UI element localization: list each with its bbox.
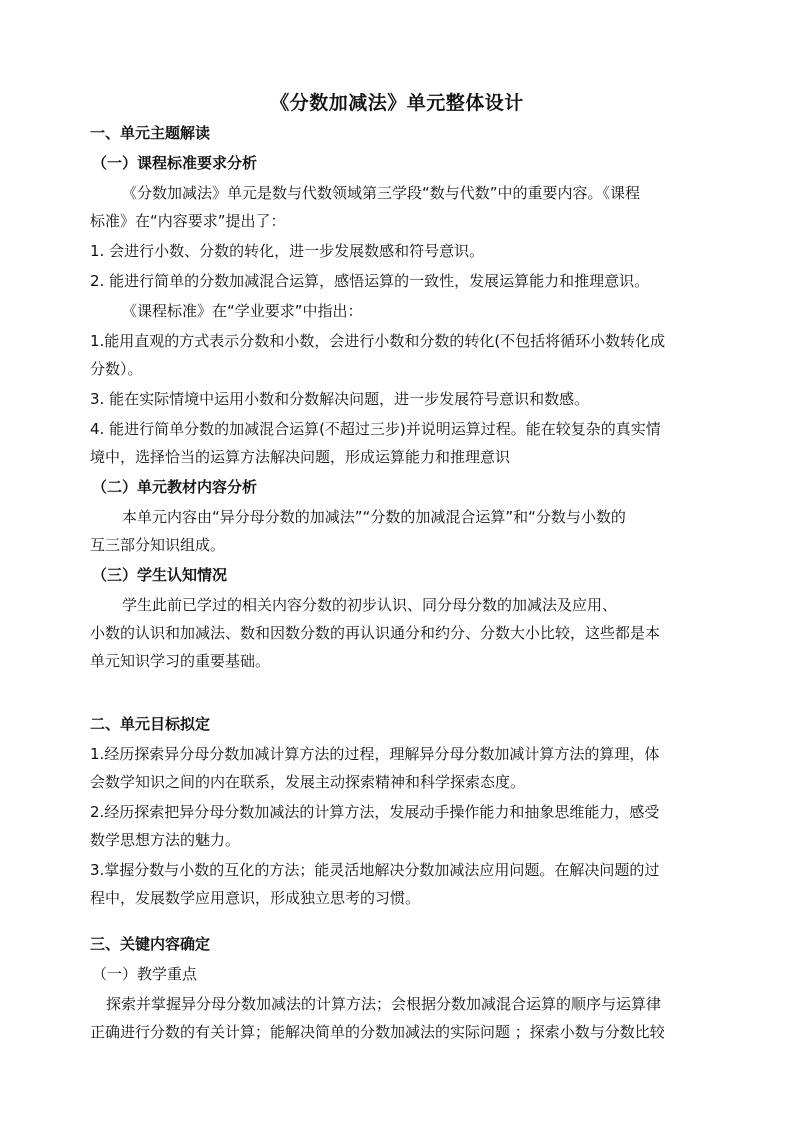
list-item: 1. 会进行小数、分数的转化，进一步发展数感和符号意识。 xyxy=(90,242,485,260)
list-item-continuation: 境中，选择恰当的运算方法解决问题，形成运算能力和推理意识 xyxy=(90,448,511,466)
section-1-2-heading: （二）单元教材内容分析 xyxy=(92,478,258,496)
section-1-1-heading: （一）课程标准要求分析 xyxy=(92,154,258,172)
paragraph-line: 《分数加减法》单元是数与代数领域第三学段“数与代数”中的重要内容。《课程 xyxy=(122,184,641,202)
list-item: 1.能用直观的方式表示分数和小数，会进行小数和分数的转化(不包括将循环小数转化成 xyxy=(90,332,666,350)
paragraph-line: 学生此前已学过的相关内容分数的初步认识、同分母分数的加减法及应用、 xyxy=(122,596,618,614)
section-1 xyxy=(90,119,710,675)
goal-item-continuation: 会数学知识之间的内在联系，发展主动探索精神和科学探索态度。 xyxy=(90,773,526,791)
paragraph-line: 正确进行分数的有关计算；能解决简单的分数加减法的实际问题 ；探索小数与分数比较 xyxy=(90,1023,665,1041)
goal-item: 1.经历探索异分母分数加减计算方法的过程，理解异分母分数加减计算方法的算理，体 xyxy=(90,745,660,763)
paragraph-line: 互三部分知识组成。 xyxy=(90,536,226,554)
goal-item: 2.经历探索把异分母分数加减法的计算方法，发展动手操作能力和抽象思维能力，感受 xyxy=(90,803,660,821)
section-1-heading: 一、单元主题解读 xyxy=(90,124,211,142)
section-3 xyxy=(90,930,710,1046)
paragraph-line: 探索并掌握异分母分数加减法的计算方法；会根据分数加减混合运算的顺序与运算律 xyxy=(106,995,662,1013)
paragraph-line: 本单元内容由“异分母分数的加减法”“分数的加减混合运算”和“分数与小数的 xyxy=(122,508,626,526)
list-item-continuation: 分数）。 xyxy=(90,360,143,378)
document-title: 《分数加减法》单元整体设计 xyxy=(270,92,524,114)
list-item: 2. 能进行简单的分数加减混合运算，感悟运算的一致性，发展运算能力和推理意识。 xyxy=(90,272,650,290)
paragraph-line: 标准》在“内容要求”提出了： xyxy=(90,212,286,230)
goal-item-continuation: 数学思想方法的魅力。 xyxy=(90,831,241,849)
section-2-heading: 二、单元目标拟定 xyxy=(90,715,211,733)
section-3-1-heading: （一）教学重点 xyxy=(92,965,198,983)
goal-item-continuation: 程中，发展数学应用意识，形成独立思考的习惯。 xyxy=(90,889,421,907)
list-item: 4. 能进行简单分数的加减混合运算(不超过三步)并说明运算过程。能在较复杂的真实情 xyxy=(90,420,661,438)
paragraph-line: 小数的认识和加减法、数和因数分数的再认识通分和约分、分数大小比较，这些都是本 xyxy=(90,624,661,642)
goal-item: 3.掌握分数与小数的互化的方法；能灵活地解决分数加减法应用问题。在解决问题的过 xyxy=(90,861,660,879)
section-2 xyxy=(90,710,710,912)
list-item: 3. 能在实际情境中运用小数和分数解决问题，进一步发展符号意识和数感。 xyxy=(90,390,590,408)
paragraph-line: 单元知识学习的重要基础。 xyxy=(90,652,271,670)
section-3-heading: 三、关键内容确定 xyxy=(90,935,211,953)
paragraph-line: 《课程标准》在“学业要求”中指出： xyxy=(122,302,363,320)
section-1-3-heading: （三）学生认知情况 xyxy=(92,566,228,584)
